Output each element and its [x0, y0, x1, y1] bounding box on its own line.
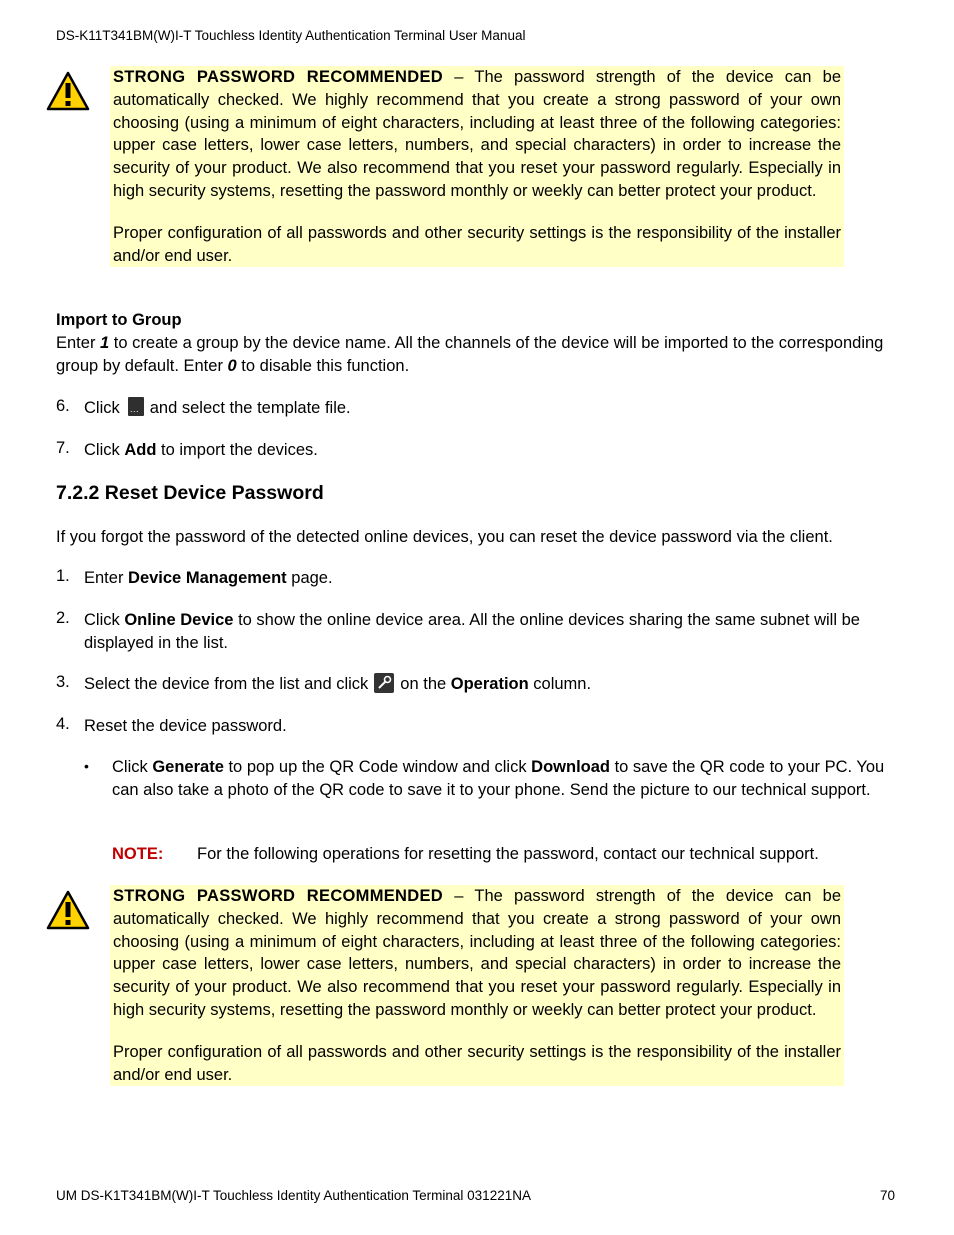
bullet-text: Click Generate to pop up the QR Code window and click Download to save the QR code to your PC. You can also take a photo of the QR code to save it to your phone. Send the picture to our technical support. — [112, 758, 885, 799]
warning-text: The password strength of the device can be automatically checked. We highly recommend that you create a strong password of your own choosing (using a minimum of eight characters, including at least three of the following categories: upper case letters, lower case letters, numbers, and special characters) in order to increase the security of your product. We also recommend that you reset your password regularly. Especially in high security systems, resetting the password monthly or weekly can better protect your product. — [113, 887, 841, 1019]
import-group-text: Enter 1 to create a group by the device name. All the channels of the device will be imported to the corresponding group by default. Enter 0 to disable this function. — [56, 334, 884, 375]
note-text: For the following operations for resetting the password, contact our technical support. — [197, 845, 819, 863]
section-title: 7.2.2 Reset Device Password — [56, 482, 324, 504]
import-group-heading: Import to Group — [56, 311, 182, 329]
step-item: Reset the device password. — [84, 717, 287, 735]
step-number: 2. — [56, 609, 70, 627]
warning-dash: – — [443, 68, 475, 86]
wrench-icon — [374, 673, 394, 693]
step-item: Enter Device Management page. — [84, 569, 333, 587]
warning-para2: Proper configuration of all passwords and other security settings is the responsibility of the installer and/or end user. — [113, 223, 841, 265]
warning-title: STRONG PASSWORD RECOMMENDED — [113, 68, 444, 86]
page-number: 70 — [880, 1188, 896, 1203]
step-number: 7. — [56, 439, 70, 457]
page-header: DS-K11T341BM(W)I-T Touchless Identity Authentication Terminal User Manual — [56, 28, 526, 43]
warning-triangle-icon — [46, 71, 90, 111]
step-number: 1. — [56, 567, 70, 585]
bullet-mark: • — [84, 758, 89, 774]
section-intro: If you forgot the password of the detected online devices, you can reset the device password via the client. — [56, 528, 833, 546]
warning-box — [110, 885, 844, 1086]
warning-triangle-icon — [46, 890, 90, 930]
warning-text: The password strength of the device can be automatically checked. We highly recommend that you create a strong password of your own choosing (using a minimum of eight characters, including at least three of the following categories: upper case letters, lower case letters, numbers, and special characters) in order to increase the security of your product. We also recommend that you reset your password regularly. Especially in high security systems, resetting the password monthly or weekly can better protect your product. — [113, 68, 841, 200]
step-item: Select the device from the list and click on the Operation column. — [84, 675, 592, 693]
warning-para2: Proper configuration of all passwords and other security settings is the responsibility of the installer and/or end user. — [113, 1042, 841, 1084]
step-item: Click Online Device to show the online device area. All the online devices sharing the same subnet will be displayed in the list. — [84, 611, 860, 652]
browse-icon — [128, 397, 144, 416]
step-item: Click Add to import the devices. — [84, 441, 318, 459]
step-number: 3. — [56, 673, 70, 691]
warning-box — [110, 66, 844, 267]
note — [112, 843, 902, 866]
step-number: 4. — [56, 715, 70, 733]
page-footer: UM DS-K1T341BM(W)I-T Touchless Identity Authentication Terminal 031221NA — [56, 1188, 531, 1203]
warning-dash: – — [443, 887, 475, 905]
step-number: 6. — [56, 397, 70, 415]
warning-title: STRONG PASSWORD RECOMMENDED — [113, 887, 444, 905]
step-item: Click··· and select the template file. — [84, 397, 899, 420]
note-label: NOTE: — [112, 845, 164, 863]
